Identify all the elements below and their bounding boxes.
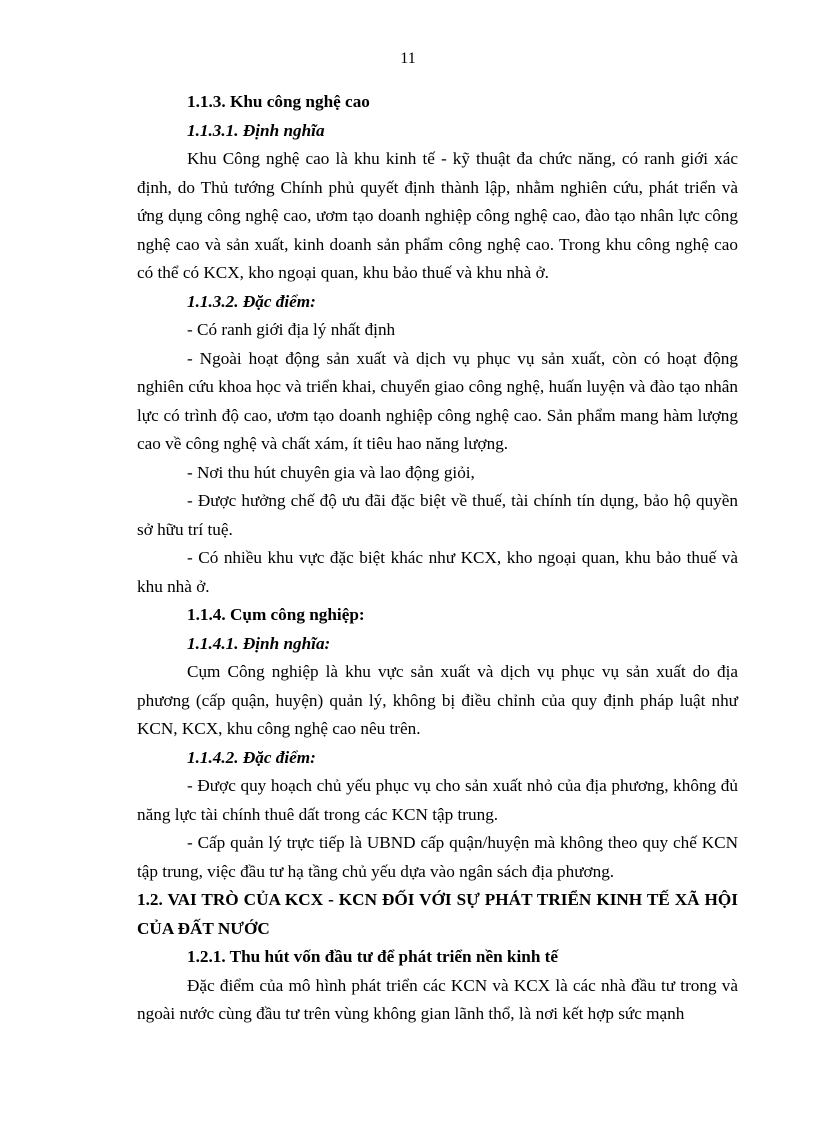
paragraph: Cụm Công nghiệp là khu vực sản xuất và dịch vụ phục vụ sản xuất do địa phương (cấp quận, huyện) quản lý, không bị điều chỉnh của quy định pháp luật như KCN, KCX, khu công nghệ cao nêu trên. (137, 662, 738, 738)
bullet-paragraph: - Có ranh giới địa lý nhất định (187, 320, 396, 339)
bullet-paragraph: - Ngoài hoạt động sản xuất và dịch vụ phục vụ sản xuất, còn có hoạt động nghiên cứu khoa học và triển khai, chuyển giao công nghệ, huấn luyện và đào tạo nhân lực có trình độ cao, ươm tạo doanh nghiệp công nghệ cao. Sản phẩm mang hàm lượng cao về công nghệ và chất xám, ít tiêu hao năng lượng. (137, 348, 738, 453)
bullet-paragraph: - Có nhiều khu vực đặc biệt khác như KCX, kho ngoại quan, khu bảo thuế và khu nhà ở. (137, 548, 738, 596)
heading-1-2-1: 1.2.1. Thu hút vốn đầu tư để phát triển nền kinh tế (187, 947, 559, 966)
bullet-paragraph: - Được quy hoạch chủ yếu phục vụ cho sản xuất nhỏ của địa phương, không đủ năng lực tài chính thuê dất trong các KCN tập trung. (137, 776, 738, 824)
paragraph: Đặc điểm của mô hình phát triển các KCN và KCX là các nhà đầu tư trong và ngoài nước cùng đầu tư trên vùng không gian lãnh thổ, là nơi kết hợp sức mạnh (137, 975, 738, 1023)
paragraph: Khu Công nghệ cao là khu kinh tế - kỹ thuật đa chức năng, có ranh giới xác định, do Thủ tướng Chính phủ quyết định thành lập, nhằm nghiên cứu, phát triển và ứng dụng công nghệ cao, ươm tạo doanh nghiệp công nghệ cao, đào tạo nhân lực công nghệ cao và sản xuất, kinh doanh sản phẩm công nghệ cao. Trong khu công nghệ cao có thể có KCX, kho ngoại quan, khu bảo thuế và khu nhà ở. (137, 149, 738, 282)
bullet-paragraph: - Được hưởng chế độ ưu đãi đặc biệt về thuế, tài chính tín dụng, bảo hộ quyền sở hữu trí tuệ. (137, 491, 738, 539)
subheading-1-1-3-1: 1.1.3.1. Định nghĩa (187, 120, 325, 140)
heading-1-1-3: 1.1.3. Khu công nghệ cao (187, 92, 370, 111)
subheading-1-1-4-1: 1.1.4.1. Định nghĩa: (187, 633, 331, 653)
section-heading-1-2: 1.2. VAI TRÒ CỦA KCX - KCN ĐỐI VỚI SỰ PHÁT TRIỂN KINH TẾ XÃ HỘI CỦA ĐẤT NƯỚC (137, 890, 738, 938)
subheading-1-1-3-2: 1.1.3.2. Đặc điểm: (187, 291, 316, 311)
heading-1-1-4: 1.1.4. Cụm công nghiệp: (187, 605, 365, 624)
subheading-1-1-4-2: 1.1.4.2. Đặc điểm: (187, 747, 316, 767)
bullet-paragraph: - Nơi thu hút chuyên gia và lao động giỏi, (187, 462, 475, 482)
page-number: 11 (400, 50, 416, 67)
bullet-paragraph: - Cấp quản lý trực tiếp là UBND cấp quận/huyện mà không theo quy chế KCN tập trung, việc đầu tư hạ tầng chủ yếu dựa vào ngân sách địa phương. (137, 833, 738, 881)
document-body (137, 88, 738, 1029)
